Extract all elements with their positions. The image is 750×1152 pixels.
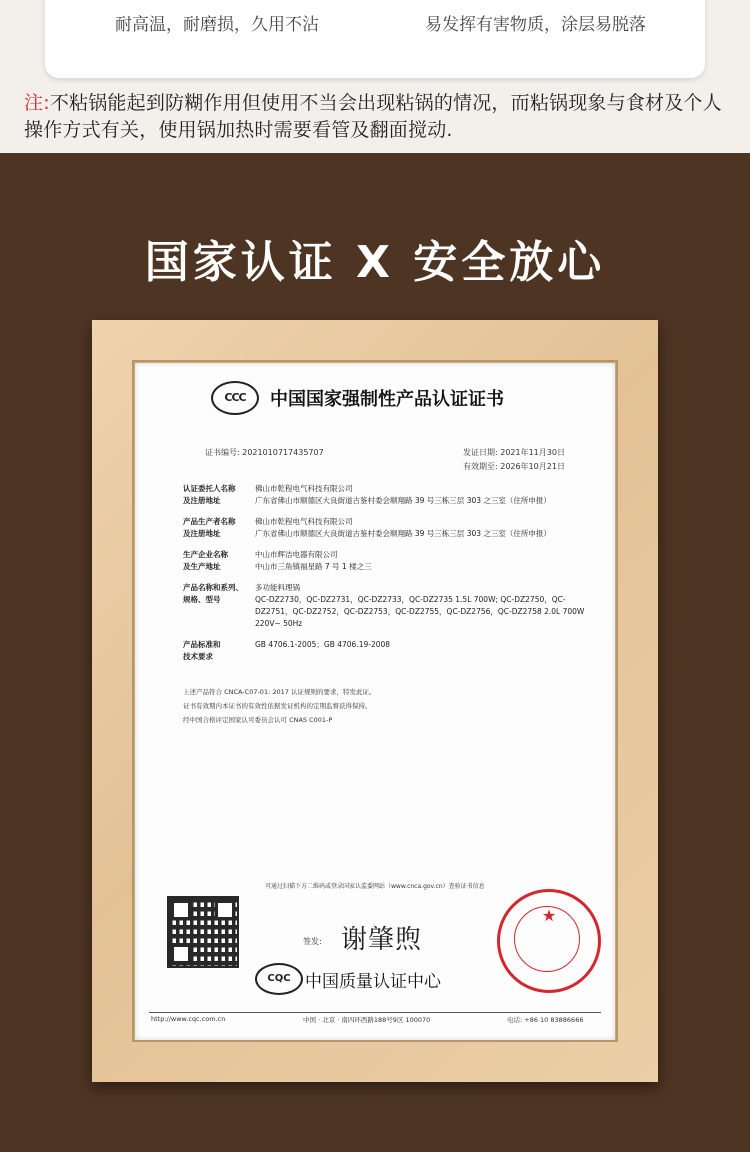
field-manufacturer <box>183 516 603 540</box>
seal-star-icon: ★ <box>541 906 557 925</box>
ccc-logo-icon: CCC <box>211 381 259 415</box>
footer-website: http://www.cqc.com.cn <box>151 1015 226 1023</box>
note-text: 不粘锅能起到防糊作用但使用不当会出现粘锅的情况，而粘锅现象与食材及个人操作方式有关，使用锅加热时需要看管及翻面搅动. <box>24 92 722 141</box>
qr-code-icon <box>167 896 239 968</box>
comparison-right-text: 易发挥有害物质，涂层易脱落 <box>425 15 646 35</box>
field-value: 佛山市乾程电气科技有限公司 广东省佛山市顺德区大良街道古鉴村委会顺翔路 39 号三栋三层 303 之三室（住所申报） <box>255 517 551 538</box>
qr-corner <box>215 900 235 920</box>
field-label: 产品标准和 技术要求 <box>183 640 221 661</box>
qr-corner <box>171 900 191 920</box>
field-product <box>183 582 603 630</box>
field-value: GB 4706.1-2005；GB 4706.19-2008 <box>255 640 391 649</box>
footer-phone: 电话: +86 10 83886666 <box>507 1016 584 1024</box>
note-line: 经中国合格评定国家认可委员会认可 CNAS C001-P <box>183 716 333 724</box>
comparison-section <box>0 0 750 153</box>
field-standard <box>183 639 603 663</box>
certificate-number: 证书编号: 2021010717435707 <box>205 448 324 457</box>
cqc-logo-icon: CQC <box>255 963 303 995</box>
qr-corner <box>171 944 191 964</box>
note-line: 证书有效期内本证书的有效性依据发证机构的定期监督获得保持。 <box>183 702 372 710</box>
field-label: 认证委托人名称 及注册地址 <box>183 484 236 505</box>
footer-divider <box>149 1012 601 1013</box>
certificate-document <box>135 363 615 1040</box>
signature-label: 签发: <box>303 937 322 946</box>
field-factory <box>183 549 603 573</box>
scan-instruction: 可通过扫描下方二维码或登录国家认监委网站（www.cnca.gov.cn）查验证书信息 <box>265 883 485 890</box>
certificate-fields <box>183 483 603 672</box>
field-value: 佛山市乾程电气科技有限公司 广东省佛山市顺德区大良街道古鉴村委会顺翔路 39 号三栋三层 303 之三室（住所申报） <box>255 484 551 505</box>
comparison-card <box>45 0 705 78</box>
field-label: 生产企业名称 及生产地址 <box>183 550 228 571</box>
issuer-name: 中国质量认证中心 <box>305 972 441 992</box>
section-headline: 国家认证 X 安全放心 <box>144 237 606 288</box>
field-label: 产品名称和系列、 规格、型号 <box>183 583 243 604</box>
note-line: 上述产品符合 CNCA-C07-01: 2017 认证规则的要求，特发此证。 <box>183 688 376 696</box>
footer-address: 中国 · 北京 · 南四环西路188号9区 100070 <box>303 1016 431 1024</box>
field-label: 产品生产者名称 及注册地址 <box>183 517 236 538</box>
certificate-notes <box>183 685 603 727</box>
usage-note <box>24 90 740 144</box>
signature: 谢肇煦 <box>341 925 423 955</box>
issue-date: 发证日期: 2021年11月30日 <box>463 448 565 457</box>
note-prefix: 注: <box>24 92 50 114</box>
field-applicant <box>183 483 603 507</box>
comparison-left-text: 耐高温，耐磨损，久用不沾 <box>115 15 319 35</box>
field-value: 中山市辉洁电器有限公司 中山市三角镇福星路 7 号 1 楼之三 <box>255 550 372 571</box>
certificate-title: 中国国家强制性产品认证证书 <box>270 389 504 410</box>
field-value: 多功能料理锅 QC-DZ2730，QC-DZ2731，QC-DZ2733，QC-DZ2735 1.5L 700W; QC-DZ2750，QC-DZ2751，QC-DZ2752，QC-DZ2753，QC-DZ2755，QC-DZ2756，QC-DZ2758 2.0L 700W 220V~ 50Hz <box>255 583 585 628</box>
expire-date: 有效期至: 2026年10月21日 <box>463 462 565 471</box>
official-seal-icon <box>497 889 601 993</box>
